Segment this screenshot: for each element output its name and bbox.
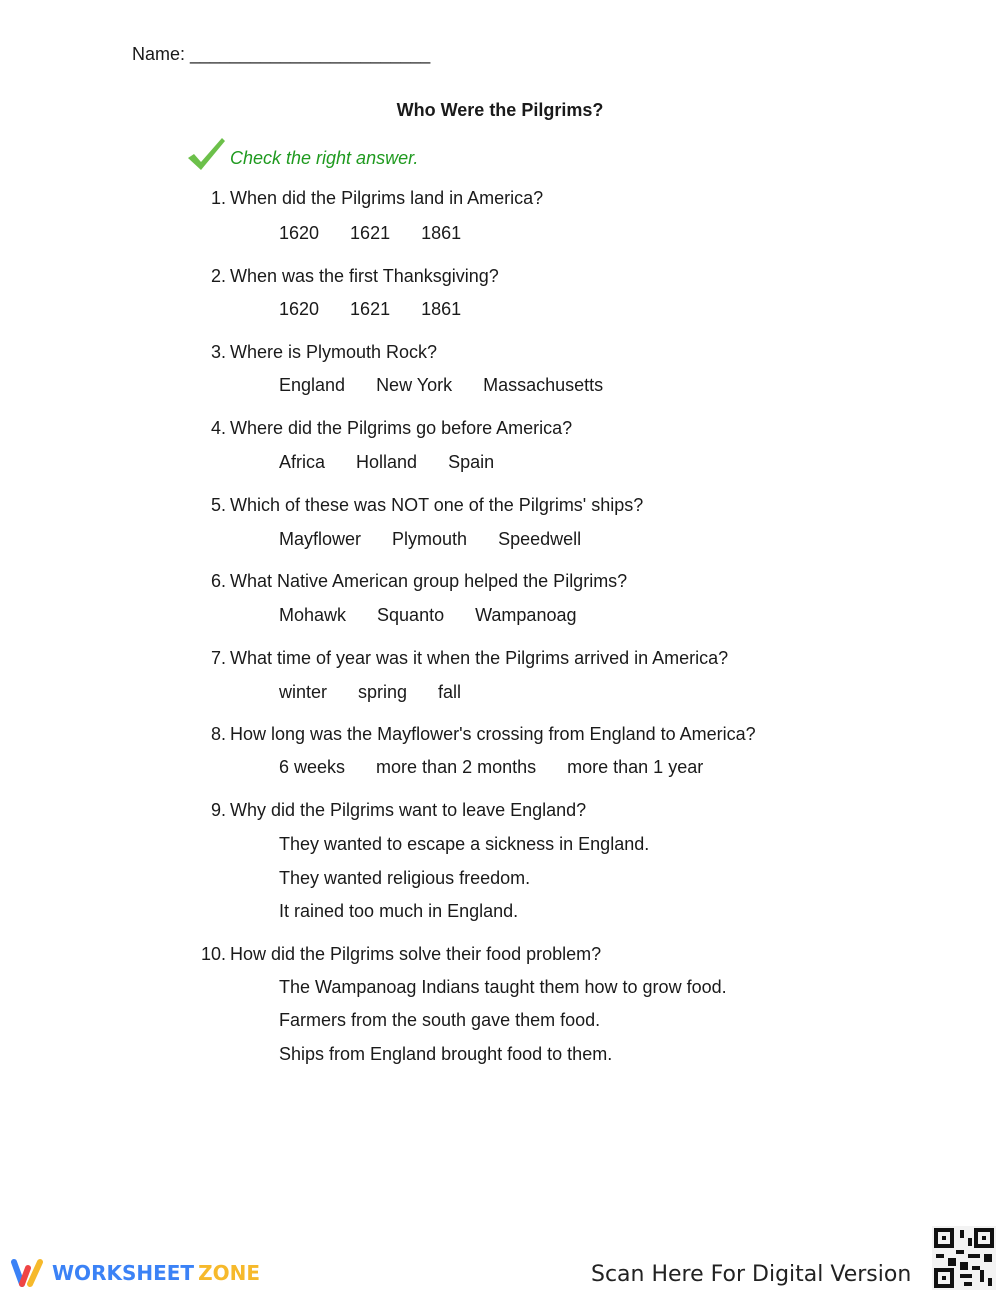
instruction-text: Check the right answer. — [230, 148, 419, 168]
options-6 — [279, 605, 607, 626]
option[interactable]: Massachusetts — [483, 375, 604, 395]
option[interactable]: Mohawk — [279, 605, 347, 625]
name-field-label: Name: ________________________ — [132, 44, 431, 64]
option[interactable]: England — [279, 375, 346, 395]
option[interactable]: Squanto — [377, 605, 445, 625]
option[interactable]: 6 weeks — [279, 757, 346, 777]
option[interactable]: fall — [438, 682, 462, 702]
option[interactable]: New York — [376, 375, 453, 395]
option[interactable]: Africa — [279, 452, 326, 472]
option[interactable]: Wampanoag — [475, 605, 577, 625]
option[interactable]: 1621 — [350, 299, 391, 319]
option[interactable]: 1620 — [279, 223, 320, 243]
options-3 — [279, 375, 634, 396]
option[interactable]: more than 2 months — [376, 757, 537, 777]
option[interactable]: winter — [279, 682, 328, 702]
option[interactable]: Spain — [448, 452, 495, 472]
option[interactable]: They wanted to escape a sickness in England. — [279, 834, 650, 854]
options-2 — [279, 299, 492, 320]
option[interactable]: more than 1 year — [567, 757, 704, 777]
options-5 — [279, 529, 612, 550]
option[interactable]: Ships from England brought food to them. — [279, 1044, 613, 1064]
option[interactable]: 1620 — [279, 299, 320, 319]
w-logo-icon — [10, 1258, 46, 1288]
options-1 — [279, 223, 492, 244]
option[interactable]: It rained too much in England. — [279, 901, 519, 921]
options-7 — [279, 682, 492, 703]
worksheet-title: Who Were the Pilgrims? — [396, 100, 604, 120]
option[interactable]: 1861 — [421, 299, 462, 319]
option[interactable]: They wanted religious freedom. — [279, 868, 531, 888]
options-4 — [279, 452, 525, 473]
worksheetzone-logo: WORKSHEET ZONE — [10, 1258, 260, 1288]
option[interactable]: Farmers from the south gave them food. — [279, 1010, 601, 1030]
option[interactable]: Plymouth — [392, 529, 468, 549]
scan-text: Scan Here For Digital Version — [591, 1262, 912, 1287]
options-8 — [279, 757, 734, 778]
qr-code-icon[interactable] — [932, 1226, 996, 1290]
option[interactable]: 1861 — [421, 223, 462, 243]
option[interactable]: Speedwell — [498, 529, 582, 549]
checkmark-icon — [186, 136, 226, 172]
option[interactable]: Mayflower — [279, 529, 362, 549]
option[interactable]: 1621 — [350, 223, 391, 243]
option[interactable]: spring — [358, 682, 408, 702]
option[interactable]: Holland — [356, 452, 418, 472]
option[interactable]: The Wampanoag Indians taught them how to grow food. — [279, 977, 727, 997]
instruction — [186, 136, 418, 172]
